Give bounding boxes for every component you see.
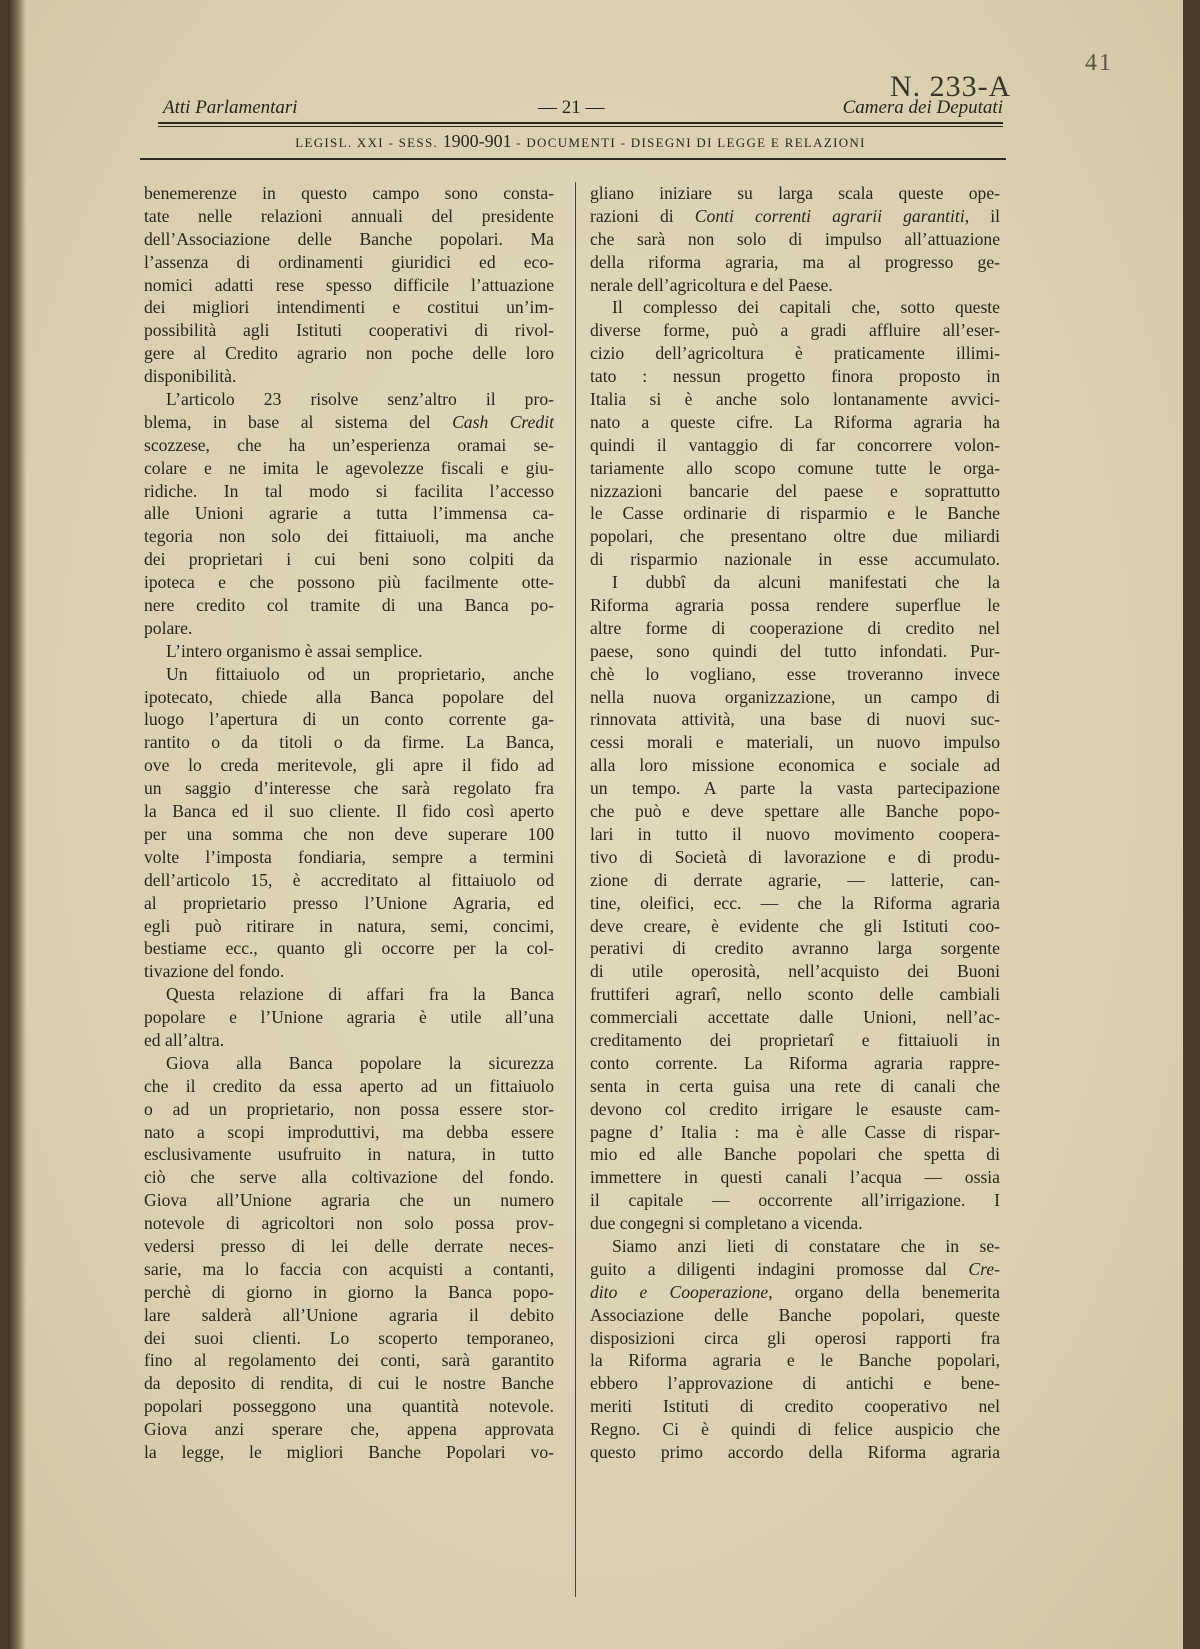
text-line: tegoria non solo dei fittaiuoli, ma anche	[144, 526, 554, 547]
text-line: da deposito di rendita, di cui le nostre Banche	[144, 1373, 554, 1394]
text-line: egli può ritirare in natura, semi, concimi,	[144, 915, 554, 936]
left-column	[144, 182, 554, 1464]
running-header	[163, 97, 1003, 125]
text-line: un saggio d’interesse che sarà regolato fra	[144, 778, 554, 799]
text-line: lari in tutto il nuovo movimento coopera-	[590, 823, 1000, 844]
text-line: blema, in base al sistema del Cash Credit	[144, 411, 555, 432]
text-line: tato : nessun progetto finora proposto in	[590, 366, 1000, 387]
text-line: quindi il vantaggio di far concorrere volon-	[590, 434, 1000, 455]
text-line: Il complesso dei capitali che, sotto queste	[612, 297, 1000, 318]
text-line: possibilità agli Istituti cooperativi di rivol-	[144, 320, 554, 341]
italic-phrase: dito e Cooperazione	[590, 1281, 769, 1302]
text-line: razioni di Conti correnti agrarii garantiti, il	[590, 205, 1001, 226]
text-line: immettere in questi canali l’acqua — ossia	[590, 1167, 1000, 1188]
text-line: I dubbî da alcuni manifestati che la	[612, 572, 1000, 593]
text-line: commerciali accettate dalle Unioni, nell’ac-	[590, 1007, 1000, 1028]
text-line: dei migliori intendimenti e costitui un’im-	[144, 297, 554, 318]
text-line: tivazione del fondo.	[144, 961, 285, 982]
italic-phrase: Cre-	[968, 1258, 1000, 1279]
binding-spine	[8, 0, 26, 1649]
text-line: sarie, ma lo faccia con acquisti a contanti,	[144, 1258, 554, 1279]
text-line: alla loro missione economica e sociale ad	[590, 755, 1000, 776]
text-line: nato a scopi improduttivi, ma debba essere	[144, 1121, 554, 1142]
text-line: ipotecato, chiede alla Banca popolare del	[144, 686, 554, 707]
text-line: nomici adatti rese spesso difficile l’attuazione	[144, 274, 554, 295]
text-line: colare e ne imita le agevolezze fiscali e giu-	[144, 457, 554, 478]
text-line: alle Unioni agrarie a tutta l’immensa ca-	[144, 503, 554, 524]
text-line: le Casse ordinarie di risparmio e le Banche	[590, 503, 1000, 524]
text-line: dell’Associazione delle Banche popolari. Ma	[144, 228, 554, 249]
text-line: diverse forme, può a gradi affluire all’eser-	[590, 320, 1000, 341]
text-line: Riforma agraria possa rendere superflue le	[590, 595, 1000, 616]
text-line: perativi di credito avranno larga sorgente	[590, 938, 1000, 959]
text-line: Siamo anzi lieti di constatare che in se-	[612, 1235, 1000, 1256]
text-line: Questa relazione di affari fra la Banca	[166, 984, 554, 1005]
text-line: un tempo. A parte la vasta partecipazione	[590, 778, 1000, 799]
text-line: due congegni si completano a vicenda.	[590, 1213, 863, 1234]
text-line: che può e deve spettare alle Banche popo-	[590, 801, 1000, 822]
text-line: chè lo vogliano, esse troveranno invece	[590, 663, 1000, 684]
text-line: lare salderà all’Unione agraria il debito	[144, 1304, 554, 1325]
text-line: tivo di Società di lavorazione e di produ-	[590, 846, 1000, 867]
text-line: di risparmio nazionale in esse accumulato.	[590, 549, 1000, 570]
text-line: la legge, le migliori Banche Popolari vo-	[144, 1441, 554, 1462]
text-line: Regno. Ci è quindi di felice auspicio che	[590, 1419, 1000, 1440]
text-line: Giova anzi sperare che, appena approvata	[144, 1419, 554, 1440]
subheader-rule	[140, 158, 1006, 160]
text-line: volte l’imposta fondiaria, sempre a termini	[144, 846, 554, 867]
text-line: scozzese, che ha un’esperienza oramai se-	[144, 434, 554, 455]
text-line: deve creare, è evidente che gli Istituti coo-	[590, 915, 1000, 936]
text-line: notevole di agricoltori non solo possa prov-	[144, 1213, 554, 1234]
subheader-year: 1900-901	[442, 131, 512, 151]
text-line: benemerenze in questo campo sono consta-	[144, 183, 554, 203]
session-subheader	[158, 131, 1003, 152]
text-line: per una somma che non deve superare 100	[144, 823, 554, 844]
text-line: di utile operosità, nell’acquisto dei Buoni	[590, 961, 1000, 982]
text-line: ed all’altra.	[144, 1029, 225, 1050]
subheader-legislature: LEGISL. XXI - SESS.	[295, 135, 439, 150]
text-line: rinnovata attività, una base di nuovi suc-	[590, 709, 1000, 730]
text-line: al proprietario presso l’Unione Agraria, ed	[144, 892, 554, 913]
text-line: l’assenza di ordinamenti giuridici ed eco-	[144, 251, 554, 272]
document-page	[8, 0, 1183, 1649]
column-divider	[575, 182, 576, 1597]
text-line: conto corrente. La Riforma agraria rappre-	[590, 1052, 1000, 1073]
archive-page-number: 41	[1085, 50, 1113, 76]
text-line: cessi morali e materiali, un nuovo impulso	[590, 732, 1000, 753]
text-line: dell’articolo 15, è accreditato al fittaiuolo od	[144, 869, 554, 890]
text-line: gere al Credito agrario non poche delle loro	[144, 343, 554, 364]
text-line: L’intero organismo è assai semplice.	[166, 640, 423, 661]
text-line: vedersi presso di lei delle derrate neces-	[144, 1235, 554, 1256]
text-line: nerale dell’agricoltura e del Paese.	[590, 274, 833, 295]
text-line: nizzazioni bancarie del paese e soprattutto	[590, 480, 1000, 501]
text-line: nato a queste cifre. La Riforma agraria ha	[590, 411, 1000, 432]
header-left: Atti Parlamentari	[163, 97, 298, 118]
right-column	[590, 182, 1000, 1464]
text-line: fruttiferi agrarî, nello sconto delle cambiali	[590, 984, 1000, 1005]
text-line: devono col credito irrigare le esauste cam-	[590, 1098, 1000, 1119]
italic-phrase: Cash Credit	[452, 411, 555, 432]
text-line: ridiche. In tal modo si facilita l’accesso	[144, 480, 554, 501]
header-rule	[158, 122, 1003, 127]
text-line: esclusivamente usufruito in natura, in tutto	[144, 1144, 554, 1165]
text-line: popolari posseggono una quantità notevole.	[144, 1396, 554, 1417]
text-line: disponibilità.	[144, 366, 237, 387]
text-line: guito a diligenti indagini promosse dal Cre-	[590, 1258, 1000, 1279]
text-line: popolare e l’Unione agraria è utile all’una	[144, 1007, 554, 1028]
text-line: fino al regolamento dei conti, sarà garantito	[144, 1350, 554, 1371]
text-line: ove lo creda meritevole, gli apre il fido ad	[144, 755, 554, 776]
text-line: tate nelle relazioni annuali del presidente	[144, 205, 554, 226]
text-line: ciò che serve alla coltivazione del fondo.	[144, 1167, 554, 1188]
text-line: dito e Cooperazione, organo della benemerita	[590, 1281, 1000, 1302]
text-line: zione di derrate agrarie, — latterie, can-	[590, 869, 1000, 890]
italic-phrase: Conti correnti agrarii garantiti	[694, 205, 965, 226]
text-line: paese, sono quindi del tutto infondati. Pur-	[590, 640, 1000, 661]
text-line: L’articolo 23 risolve senz’altro il pro-	[166, 389, 554, 410]
header-page-number: — 21 —	[538, 97, 605, 118]
text-line: rantito o da titoli o da firme. La Banca,	[144, 732, 554, 753]
text-line: cizio dell’agricoltura è praticamente illimi-	[590, 343, 1000, 364]
text-line: popolari, che presentano oltre due miliardi	[590, 526, 1000, 547]
text-line: gliano iniziare su larga scala queste ope-	[590, 183, 1000, 203]
text-line: creditamento dei proprietarî e fittaiuoli in	[590, 1029, 1000, 1050]
text-line: dei suoi clienti. Lo scoperto temporaneo,	[144, 1327, 554, 1348]
text-line: bestiame ecc., quanto gli occorre per la col-	[144, 938, 554, 959]
text-line: della riforma agraria, ma al progresso ge-	[590, 251, 1000, 272]
text-line: Giova alla Banca popolare la sicurezza	[166, 1052, 554, 1073]
text-line: questo primo accordo della Riforma agraria	[590, 1441, 1000, 1462]
text-line: che sarà non solo di impulso all’attuazione	[590, 228, 1000, 249]
text-line: che il credito da essa aperto ad un fittaiuolo	[144, 1075, 554, 1096]
text-line: nella nuova organizzazione, un campo di	[590, 686, 1000, 707]
subheader-documents: - DOCUMENTI - DISEGNI DI LEGGE E RELAZIONI	[516, 135, 866, 150]
text-line: Italia si è anche solo lontanamente avvici-	[590, 389, 1000, 410]
header-right: Camera dei Deputati	[842, 97, 1003, 118]
text-line: dei proprietari i cui beni sono colpiti da	[144, 549, 554, 570]
text-line: luogo l’apertura di un conto corrente ga-	[144, 709, 554, 730]
text-line: Un fittaiuolo od un proprietario, anche	[166, 663, 554, 684]
text-line: o ad un proprietario, non possa essere stor-	[144, 1098, 554, 1119]
document-number: N. 233-A	[890, 70, 1012, 103]
text-line: tariamente allo scopo comune tutte le orga-	[590, 457, 1000, 478]
text-line: pagne d’ Italia : ma è alle Casse di rispar-	[590, 1121, 1000, 1142]
text-line: tine, oleifici, ecc. — che la Riforma agraria	[590, 892, 1000, 913]
text-line: Giova all’Unione agraria che un numero	[144, 1190, 554, 1211]
text-line: disposizioni circa gli operosi rapporti fra	[590, 1327, 1000, 1348]
text-line: il capitale — occorrente all’irrigazione. I	[590, 1190, 1000, 1211]
text-line: Associazione delle Banche popolari, queste	[590, 1304, 1000, 1325]
text-line: la Banca ed il suo cliente. Il fido così aperto	[144, 801, 554, 822]
text-line: senta in certa guisa una rete di canali che	[590, 1075, 1000, 1096]
text-line: mio ed alle Banche popolari che spetta di	[590, 1144, 1000, 1165]
text-line: perchè di giorno in giorno la Banca popo-	[144, 1281, 554, 1302]
text-line: meriti Istituti di credito cooperativo nel	[590, 1396, 1000, 1417]
text-line: ipoteca e che possono più facilmente otte-	[144, 572, 554, 593]
text-line: polare.	[144, 617, 193, 638]
text-line: la Riforma agraria e le Banche popolari,	[590, 1350, 1000, 1371]
text-line: ebbero l’approvazione di antichi e bene-	[590, 1373, 1000, 1394]
text-line: nere credito col tramite di una Banca po-	[144, 595, 554, 616]
text-line: altre forme di cooperazione di credito nel	[590, 617, 1000, 638]
